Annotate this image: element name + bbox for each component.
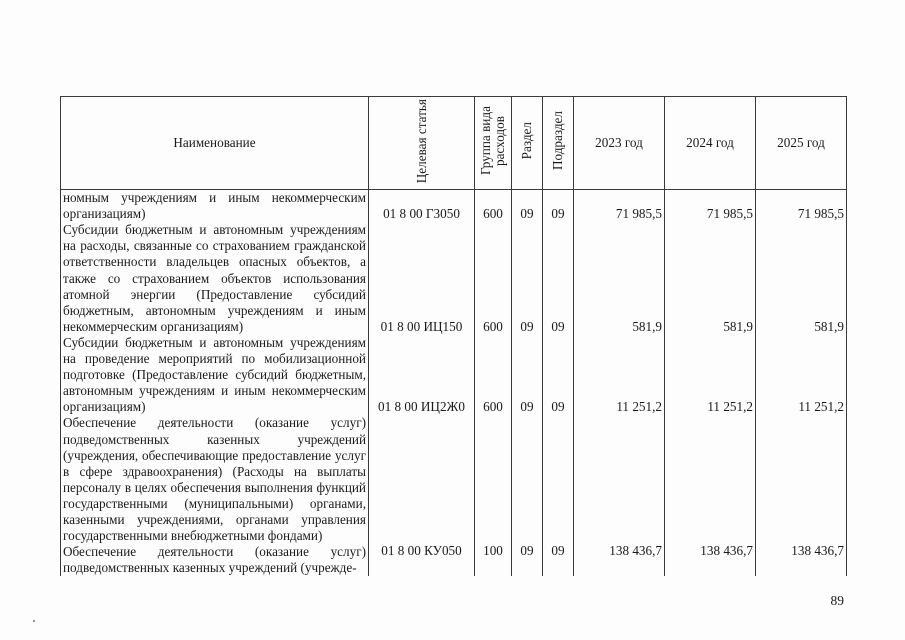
subsection-cell: 09: [551, 399, 565, 415]
target-article-cell: 01 8 00 ИЦ2Ж0: [378, 399, 465, 415]
target-article-cell: 01 8 00 Г3050: [383, 206, 460, 222]
year-2023-column: [574, 190, 665, 577]
table-header-row: [61, 97, 847, 190]
target-article-cell: 01 8 00 КУ050: [381, 543, 462, 559]
section-cell: 09: [520, 543, 534, 559]
header-year-2025: 2025 год: [756, 97, 847, 190]
expense-group-cell: 600: [483, 399, 503, 415]
subsection-cell: 09: [551, 543, 565, 559]
expense-group-cell: 600: [483, 319, 503, 335]
header-name: Наименование: [61, 97, 369, 190]
amount-2023-cell: 11 251,2: [616, 399, 662, 415]
subsection-cell: 09: [551, 319, 565, 335]
header-year-2023: 2023 год: [574, 97, 665, 190]
target-article-column: [369, 190, 475, 577]
page-number: 89: [830, 593, 844, 608]
row-name-3: Обеспечение деятельности (оказание услуг) подведомственных казенных учреждений (учреждения, обеспечивающие предоставление услуг в сфере здравоохранения) (Расходы на выплаты персоналу в целях обеспечения выполнения функций государственными (муниципальными) органами, казенными учреждениями, органами управления государственными внебюджетными фондами): [63, 415, 366, 544]
amount-2024-cell: 581,9: [723, 319, 753, 335]
expense-group-cell: 100: [483, 543, 503, 559]
amount-2024-cell: 71 985,5: [706, 206, 753, 222]
amount-2023-cell: 581,9: [632, 319, 662, 335]
amount-2025-cell: 138 436,7: [791, 543, 844, 559]
row-name-2: Субсидии бюджетным и автономным учреждениям на проведение мероприятий по мобилизационной подготовке (Предоставление субсидий бюджетным, автономным учреждениям и иным некоммерческим организациям): [63, 334, 366, 415]
section-column: [512, 190, 543, 577]
row-name-0: номным учреждениям и иным некоммерческим организациям): [63, 190, 366, 222]
expense-group-column: [475, 190, 512, 577]
header-year-2024: 2024 год: [665, 97, 756, 190]
header-section: Раздел: [512, 97, 543, 190]
amount-2024-cell: 138 436,7: [700, 543, 753, 559]
header-target-article: Целевая статья: [369, 97, 475, 190]
names-column: [61, 190, 369, 577]
scan-speck: [33, 620, 35, 622]
header-expense-group: Группа вида расходов: [475, 97, 512, 190]
target-article-cell: 01 8 00 ИЦ150: [380, 319, 463, 335]
amount-2025-cell: 581,9: [814, 319, 844, 335]
expense-group-cell: 600: [483, 206, 503, 222]
amount-2025-cell: 11 251,2: [798, 399, 844, 415]
subsection-column: [543, 190, 574, 577]
header-subsection: Подраздел: [543, 97, 574, 190]
year-2024-column: [665, 190, 756, 577]
row-name-4: Обеспечение деятельности (оказание услуг) подведомственных казенных учреждений (учрежде-: [63, 544, 366, 576]
amount-2025-cell: 71 985,5: [797, 206, 844, 222]
section-cell: 09: [520, 206, 534, 222]
amount-2024-cell: 11 251,2: [707, 399, 753, 415]
section-cell: 09: [520, 399, 534, 415]
amount-2023-cell: 71 985,5: [615, 206, 662, 222]
section-cell: 09: [520, 319, 534, 335]
subsection-cell: 09: [551, 206, 565, 222]
year-2025-column: [756, 190, 847, 577]
table-body-row: [61, 190, 847, 577]
row-name-1: Субсидии бюджетным и автономным учреждениям на расходы, связанные со страхованием гражданской ответственности владельцев опасных объектов, а также со страхованием объектов использования атомной энергии (Предоставление субсидий бюджетным, автономным учреждениям и иным некоммерческим организациям): [63, 222, 366, 334]
amount-2023-cell: 138 436,7: [609, 543, 662, 559]
budget-table: [60, 96, 847, 576]
